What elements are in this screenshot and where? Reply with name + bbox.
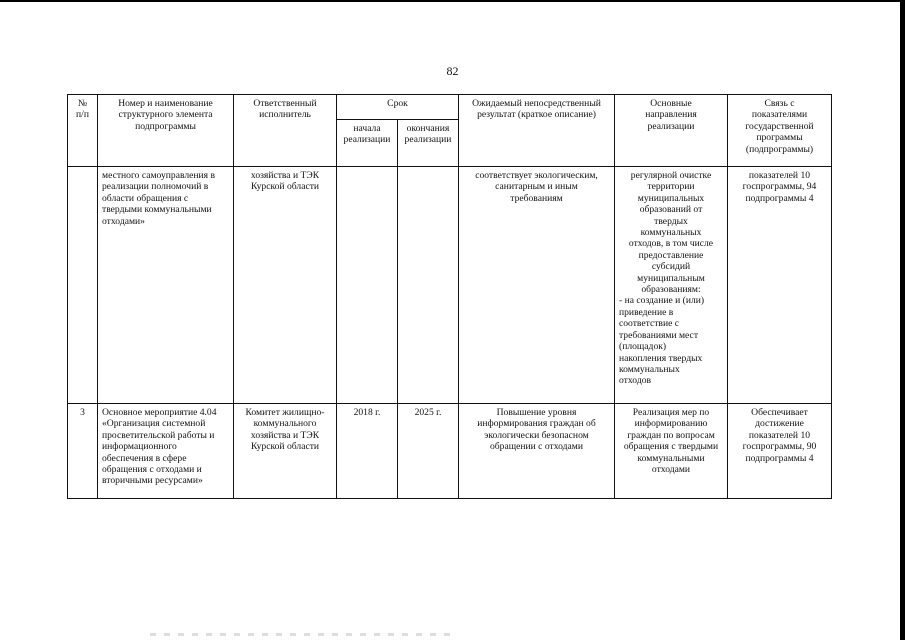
row-directions-line: субсидий [651, 261, 691, 273]
header-term: Срок [337, 95, 459, 120]
row-link-line: подпрограммы 4 [745, 452, 814, 464]
row-directions-line: отходов, в том числе [628, 238, 714, 250]
row-directions-line: накопления твердых [619, 352, 703, 364]
row-directions-line: коммунальных [619, 363, 680, 375]
row-directions-line: территории [647, 181, 695, 193]
row-name-line: местного самоуправления в [102, 170, 216, 181]
row-result [459, 167, 615, 404]
row-result-line: санитарным и иным [495, 181, 578, 193]
row-name-line: информационного [102, 441, 177, 453]
row-result-line: соответствует экологическим, [475, 170, 598, 181]
row-name-line: отходами» [102, 215, 145, 227]
header-end [398, 120, 459, 167]
row-name-line: «Организация системной [102, 418, 206, 430]
row-directions-line: твердых [654, 215, 688, 227]
row-directions-line: обращения с твердыми [623, 441, 719, 453]
header-num-line: № [77, 98, 88, 109]
row-directions-centered [619, 170, 723, 295]
row-name-line: просветительской работы и [102, 429, 215, 441]
header-directions-line: реализации [647, 120, 695, 132]
header-link-line: (подпрограммы) [745, 143, 814, 155]
row-directions-line: граждан по вопросам [627, 429, 715, 441]
row-name [98, 167, 234, 404]
row-directions-list [619, 295, 723, 386]
row-directions-line: образованиям: [641, 284, 701, 296]
row-directions-line: отходов [619, 375, 652, 387]
scan-edge-right [900, 0, 905, 640]
header-responsible-line: Ответственный [253, 98, 317, 109]
header-num-line: п/п [76, 109, 89, 121]
row-directions-line: муниципальным [637, 272, 705, 284]
row-responsible-line: коммунального [253, 418, 317, 430]
header-link-line: показателями [751, 109, 808, 121]
header-result-line: Ожидаемый непосредственный [472, 98, 601, 109]
row-num: 3 [68, 404, 98, 499]
header-responsible-line: исполнитель [259, 109, 311, 121]
row-directions-line: соответствие с [619, 318, 679, 330]
header-result [459, 95, 615, 167]
header-row [68, 95, 832, 120]
row-responsible [234, 167, 337, 404]
row-directions-line: Реализация мер по [632, 407, 710, 418]
header-result-line: результат (краткое описание) [477, 109, 596, 121]
row-name-line: твердыми коммунальными [102, 204, 212, 216]
row-directions-line: требованиями мест [619, 329, 699, 341]
header-name-line: Номер и наименование [118, 98, 213, 109]
row-directions [615, 404, 728, 499]
row-directions-line: муниципальных [637, 192, 705, 204]
row-num [68, 167, 98, 404]
row-name-line: области обращения с [102, 192, 189, 204]
row-directions-line: коммунальных [640, 227, 702, 239]
row-link-line: достижение [755, 418, 804, 430]
row-name [98, 404, 234, 499]
row-result-line: экологически безопасном [484, 429, 589, 441]
header-name-line: подпрограммы [135, 120, 196, 132]
header-start-line: начала [353, 123, 381, 134]
row-result-line: обращении с отходами [490, 441, 583, 453]
header-link [728, 95, 832, 167]
header-link-line: программы [756, 132, 803, 144]
row-link-line: подпрограммы 4 [745, 192, 814, 204]
header-name-line: структурного элемента [118, 109, 213, 121]
header-name [98, 95, 234, 167]
row-end: 2025 г. [398, 404, 459, 499]
row-responsible-line: хозяйства и ТЭК [250, 429, 320, 441]
row-name-line: обращения с отходами и [102, 464, 202, 476]
row-name-line: обеспечения в сфере [102, 452, 187, 464]
row-name-line: вторичными ресурсами» [102, 475, 203, 487]
row-link [728, 404, 832, 499]
header-start [337, 120, 398, 167]
row-directions-line: отходами [651, 464, 691, 476]
header-link-line: Связь с [764, 98, 795, 109]
header-responsible [234, 95, 337, 167]
row-directions-line: коммунальными [637, 452, 705, 464]
row-responsible-line: хозяйства и ТЭК [250, 170, 320, 181]
row-directions-line: (площадок) [619, 341, 667, 353]
row-directions [615, 167, 728, 404]
row-link-line: Обеспечивает [751, 407, 808, 418]
row-responsible-line: Курской области [250, 441, 320, 453]
row-result-line: требованиям [510, 192, 563, 204]
row-link-line: показателей 10 [748, 429, 811, 441]
row-directions-line: предоставление [638, 249, 704, 261]
row-directions-line: регулярной очистке [630, 170, 712, 181]
row-link-line: госпрограммы, 90 [742, 441, 817, 453]
row-link [728, 167, 832, 404]
row-responsible-line: Курской области [250, 181, 320, 193]
row-responsible [234, 404, 337, 499]
header-num [68, 95, 98, 167]
row-link-line: показателей 10 [748, 170, 811, 181]
row-directions-line: - на создание и (или) [619, 295, 705, 307]
row-directions-line: приведение в [619, 306, 674, 318]
row-link-line: госпрограммы, 94 [742, 181, 817, 193]
row-start [337, 167, 398, 404]
scan-edge-top [0, 0, 905, 2]
row-result [459, 404, 615, 499]
header-directions [615, 95, 728, 167]
header-link-line: государственной [745, 120, 814, 132]
scan-noise [150, 633, 450, 636]
row-responsible-line: Комитет жилищно- [245, 407, 325, 418]
header-start-line: реализации [343, 134, 391, 146]
row-name-line: Основное мероприятие 4.04 [102, 407, 217, 418]
header-directions-line: направления [645, 109, 697, 121]
row-start: 2018 г. [337, 404, 398, 499]
row-directions-line: информированию [634, 418, 708, 430]
row-result-line: Повышение уровня [496, 407, 577, 418]
row-result-line: информирования граждан об [477, 418, 596, 430]
subprogram-plan-table [67, 94, 832, 499]
table-row [68, 167, 832, 404]
row-directions-line: образований от [639, 204, 703, 216]
page-number: 82 [446, 64, 459, 78]
row-name-line: реализации полномочий в [102, 181, 209, 193]
row-end [398, 167, 459, 404]
header-end-line: окончания [406, 123, 450, 134]
table-row [68, 404, 832, 499]
header-end-line: реализации [404, 134, 452, 146]
header-directions-line: Основные [650, 98, 692, 109]
